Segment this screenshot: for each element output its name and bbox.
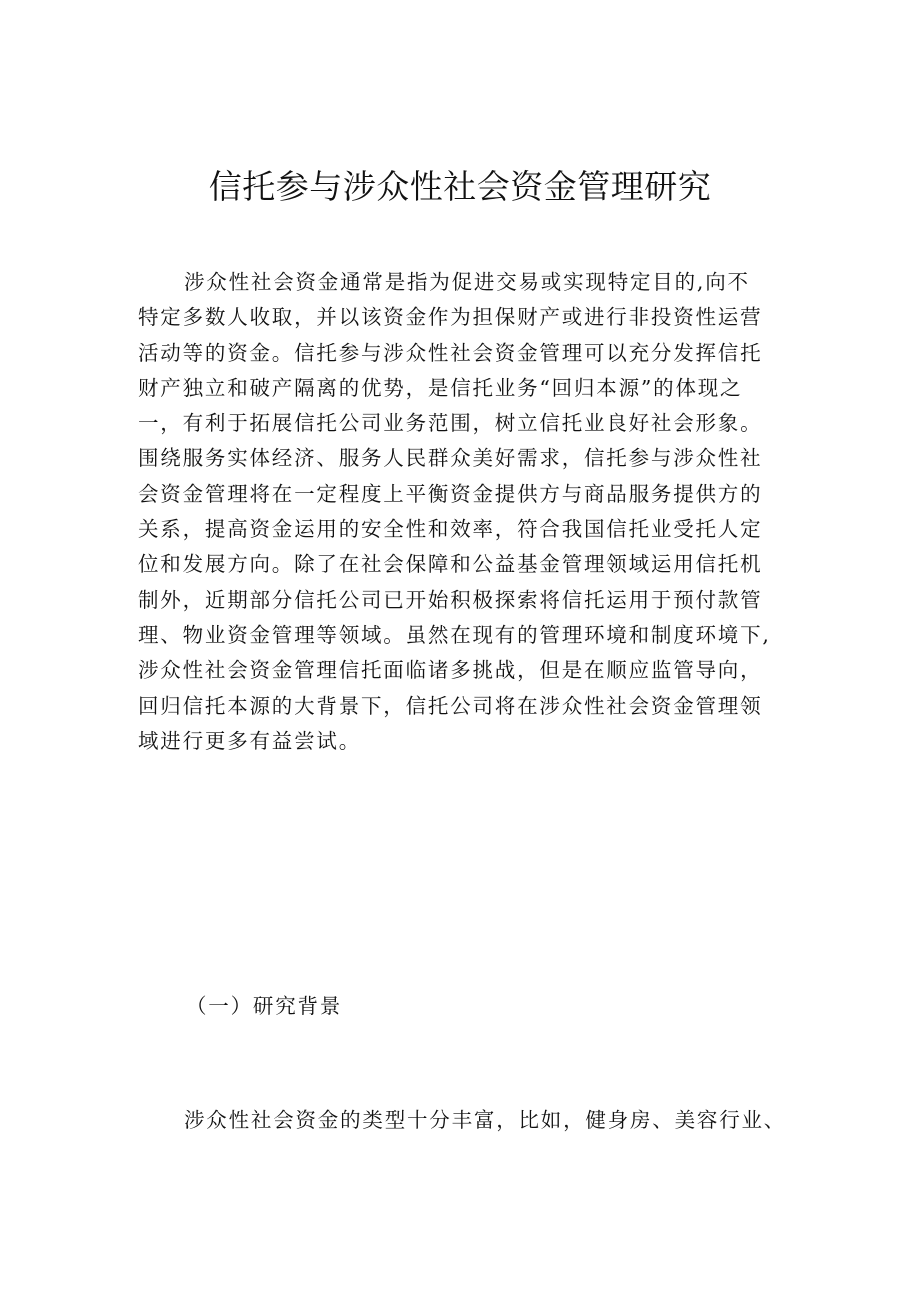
paragraph-line: 理、物业资金管理等领域。虽然在现有的管理环境和制度环境下, bbox=[138, 622, 771, 647]
section-heading: （一）研究背景 bbox=[186, 994, 343, 1018]
paragraph-line: 制外，近期部分信托公司已开始积极探索将信托运用于预付款管 bbox=[138, 587, 763, 612]
paragraph-line: 位和发展方向。除了在社会保障和公益基金管理领域运用信托机 bbox=[138, 552, 763, 577]
paragraph-line: 特定多数人收取，并以该资金作为担保财产或进行非投资性运营 bbox=[138, 305, 763, 330]
paragraph-line: 关系，提高资金运用的安全性和效率，符合我国信托业受托人定 bbox=[138, 517, 763, 542]
section-paragraph bbox=[138, 1103, 798, 1138]
paragraph-line: 涉众性社会资金通常是指为促进交易或实现特定目的,向不 bbox=[184, 270, 750, 294]
paragraph-line: 域进行更多有益尝试。 bbox=[138, 728, 361, 753]
paragraph-line: 回归信托本源的大背景下，信托公司将在涉众性社会资金管理领 bbox=[138, 693, 763, 718]
paragraph-line: 涉众性社会资金的类型十分丰富，比如，健身房、美容行业、 bbox=[184, 1108, 787, 1132]
paragraph-line: 一，有利于拓展信托公司业务范围，树立信托业良好社会形象。 bbox=[138, 411, 763, 436]
paragraph-line: 涉众性社会资金管理信托面临诸多挑战，但是在顺应监管导向， bbox=[138, 658, 763, 683]
paragraph-line: 会资金管理将在一定程度上平衡资金提供方与商品服务提供方的 bbox=[138, 481, 763, 506]
paragraph-line: 围绕服务实体经济、服务人民群众美好需求，信托参与涉众性社 bbox=[138, 446, 763, 471]
paragraph-line: 活动等的资金。信托参与涉众性社会资金管理可以充分发挥信托 bbox=[138, 340, 763, 365]
document-title: 信托参与涉众性社会资金管理研究 bbox=[208, 167, 712, 206]
intro-paragraph bbox=[138, 265, 798, 759]
paragraph-line: 财产独立和破产隔离的优势，是信托业务“回归本源”的体现之 bbox=[138, 375, 743, 400]
